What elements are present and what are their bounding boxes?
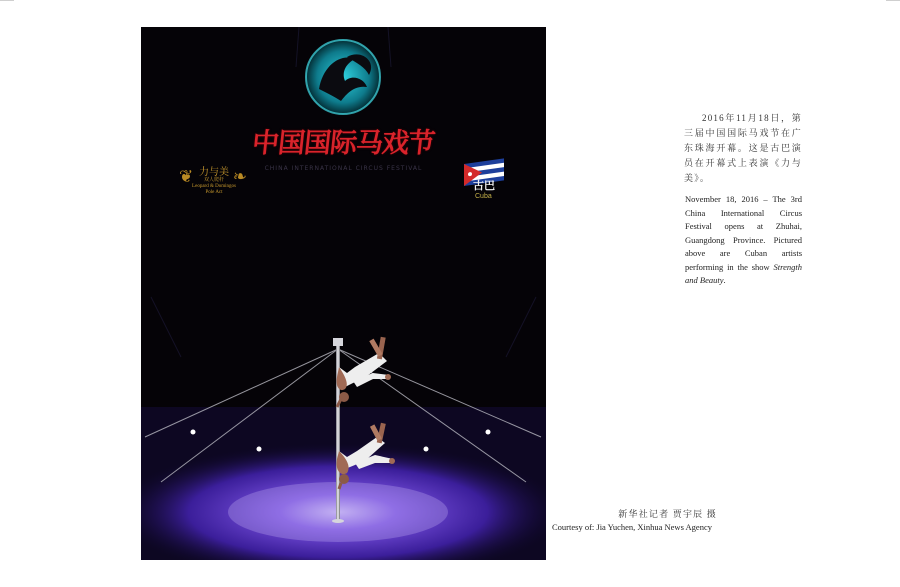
caption-english-main: November 18, 2016 – The 3rd China International Circus Festival opens at Zhuhai, Guangdong Province. Pictured above are Cuban artists performing in the show (685, 194, 802, 272)
country-name-cn: 古巴 (473, 179, 495, 192)
caption-english-end: . (723, 275, 726, 285)
festival-emblem (306, 40, 380, 114)
act-badge (177, 163, 257, 196)
show-title: Strength and Beauty (685, 261, 802, 285)
stage-scene (141, 27, 546, 560)
photo-credit-chinese: 新华社记者 贾宇辰 摄 (618, 509, 717, 519)
laurel-left-icon: ❦ (179, 167, 194, 186)
festival-title: 中国国际马戏节 (250, 128, 436, 159)
country-name-en: Cuba (475, 193, 492, 200)
act-line-3: Pole Act (205, 190, 223, 195)
act-line-1: 双人爬杆 (203, 178, 224, 183)
pole-top (333, 338, 343, 346)
photo-credit-english: Courtesy of: Jia Yuchen, Xinhua News Agency (552, 522, 712, 532)
crop-mark-left (0, 0, 14, 1)
act-line-2: Leopard & Domingos (192, 184, 236, 189)
caption-english (685, 193, 802, 288)
caption-chinese: 2016年11月18日，第三届中国国际马戏节在广东珠海开幕。这是古巴演员在开幕式上表演《力与美》。 (684, 113, 802, 183)
festival-subtitle: CHINA INTERNATIONAL CIRCUS FESTIVAL (264, 165, 423, 172)
act-title: 力与美 (199, 167, 229, 178)
crop-mark-right (886, 0, 900, 1)
laurel-right-icon: ❧ (232, 167, 247, 186)
circus-photo (141, 27, 546, 560)
